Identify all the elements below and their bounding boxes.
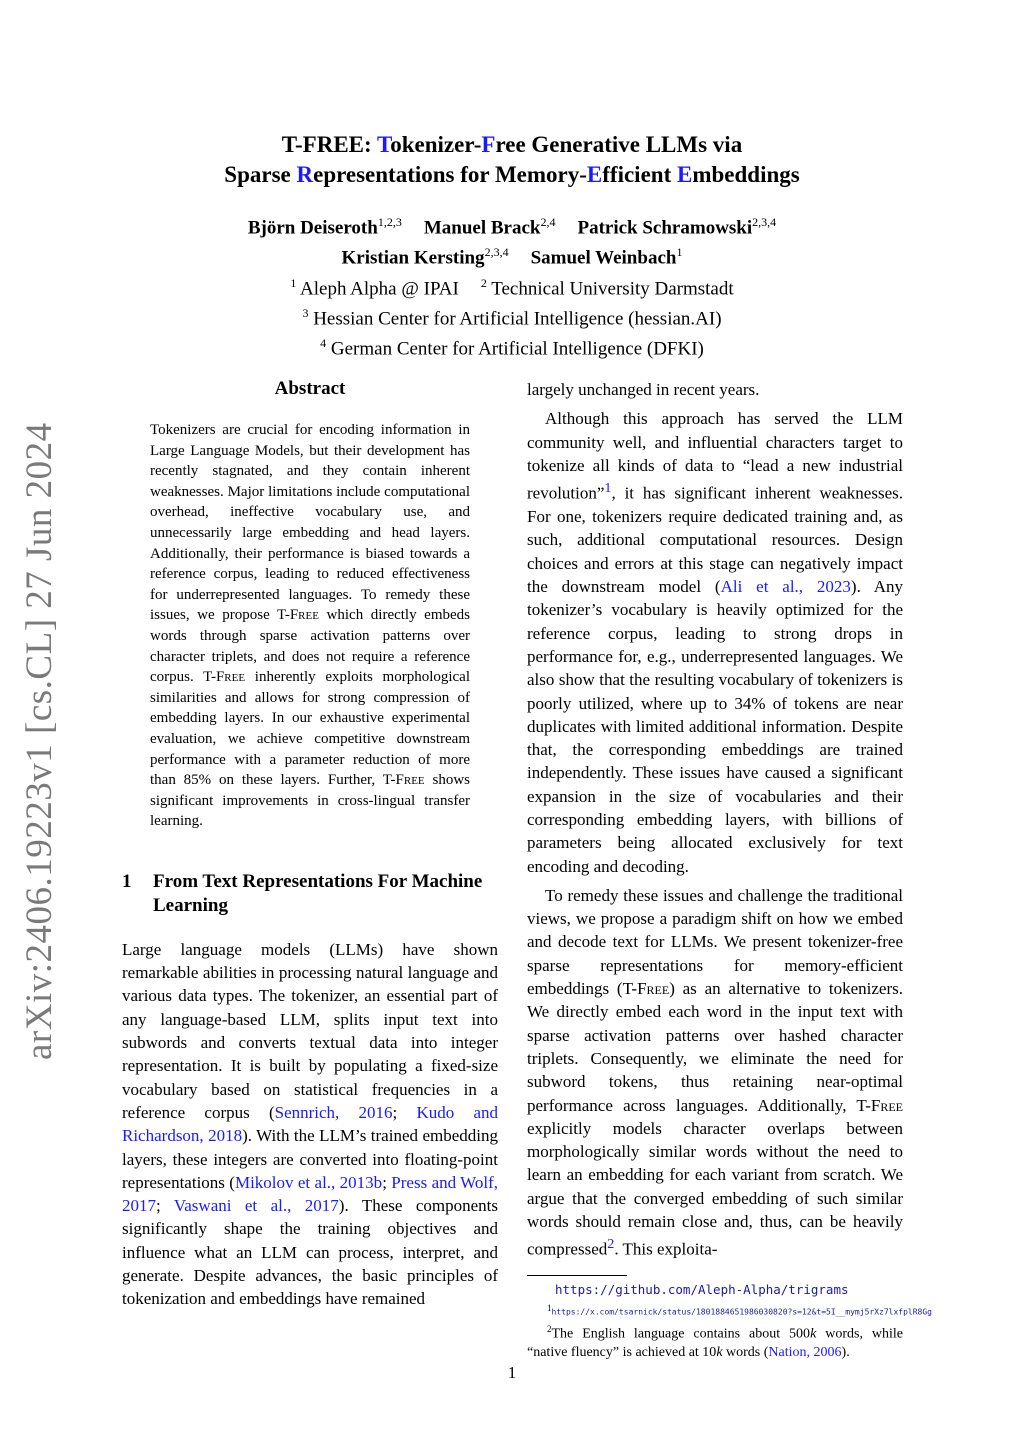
- affiliation-line-3: [112, 331, 912, 361]
- math-symbol: k: [716, 1344, 723, 1360]
- author-affiliation-sup: 1: [676, 245, 683, 260]
- footnote-divider: [527, 1275, 627, 1276]
- text-segment: ). Any tokenizer’s vocabulary is heavily optimized for the reference corpus, leading to strong drops in performance for, e.g., underrepresented languages. We also show that the resulting vocabulary of tokenizers is poorly utilized, where up to 34% of tokens are near duplicates with limited additional information. Despite that, the corresponding embeddings are trained independently. These issues have caused a significant expansion in the size of vocabularies and their corresponding embedding layers, with billions of parameters being allocated exclusively for text encoding and decoding.: [527, 577, 904, 876]
- title-highlight: T: [377, 132, 391, 157]
- title-line-2: [112, 160, 912, 190]
- text-segment: words (: [722, 1344, 769, 1360]
- section-title: From Text Representations For Machine Learning: [153, 870, 483, 916]
- title-highlight: R: [296, 162, 314, 187]
- arxiv-identifier: arXiv:2406.19223v1 [cs.CL] 27 Jun 2024: [19, 422, 60, 1060]
- footnote-number: 2: [547, 1323, 552, 1334]
- method-name: Free: [215, 669, 246, 686]
- affiliation-line-2: [112, 301, 912, 331]
- abstract-heading: Abstract: [274, 378, 346, 399]
- section-number: 1: [122, 870, 132, 892]
- page-number: 1: [507, 1363, 517, 1382]
- title-part: okenizer-: [390, 132, 482, 157]
- author-name: Björn Deiseroth: [247, 217, 378, 239]
- footnote-number: 1: [547, 1303, 552, 1314]
- author-name: Kristian Kersting: [341, 247, 485, 269]
- title-line-1: [112, 130, 912, 160]
- author-line-1: [112, 210, 912, 240]
- left-column: [122, 378, 498, 1311]
- body-paragraph: largely unchanged in recent years.: [527, 380, 760, 399]
- footnote-link[interactable]: https://x.com/tsarnick/status/1801884651986030820?s=12&t=5I__mymj5rXz7lxfplR8Gg: [551, 1307, 932, 1317]
- author-affiliation-sup: 2,3,4: [484, 245, 509, 260]
- text-segment: ;: [156, 1196, 174, 1216]
- affiliation-sup: 2: [480, 275, 487, 290]
- code-url-link[interactable]: https://github.com/Aleph-Alpha/trigrams: [555, 1282, 849, 1298]
- author-block: [112, 210, 912, 362]
- title-highlight: E: [586, 162, 603, 187]
- abstract-segment: Tokenizers are crucial for encoding information in Large Language Models, but their development has recently stagnated, and they contain inherent weaknesses. Major limitations include computational overhead, ineffective vocabulary use, and unnecessarily large embedding and head layers. Additionally, their performance is biased towards a reference corpus, leading to reduced effectiveness for underrepresented languages. To remedy these issues, we propose T-: [150, 422, 470, 624]
- footnote-marker[interactable]: 2: [607, 1236, 615, 1253]
- title-highlight: F: [481, 132, 496, 157]
- citation-link[interactable]: Mikolov et al., 2013b: [234, 1172, 383, 1192]
- affiliation: Hessian Center for Artificial Intelligence (hessian.AI): [308, 308, 722, 330]
- affiliation: German Center for Artificial Intelligence (DFKI): [326, 338, 704, 360]
- citation-link[interactable]: Kudo and Richardson, 2018: [122, 1102, 498, 1146]
- author-affiliation-sup: 1,2,3: [377, 215, 402, 229]
- citation-link[interactable]: Nation, 2006: [768, 1344, 842, 1360]
- affiliation: Technical University Darmstadt: [486, 277, 734, 299]
- citation-link[interactable]: Ali et al., 2023: [720, 577, 851, 597]
- text-segment: . This exploita-: [614, 1240, 718, 1259]
- title-part: epresentations for Memory-: [313, 162, 587, 187]
- method-name: Free: [395, 772, 425, 789]
- text-segment: ).: [841, 1344, 850, 1360]
- abstract-segment: which directly embeds words through sparse activation patterns over character triplets, and does not require a reference corpus. T-: [150, 607, 470, 686]
- text-segment: ;: [382, 1172, 392, 1192]
- method-name: Free: [637, 979, 670, 999]
- affiliation-sup: 4: [320, 336, 327, 351]
- text-segment: To remedy these issues and challenge the traditional views, we propose a paradigm shift on how we embed and decode text for LLMs. We present tokenizer-free sparse representations for memory-efficient embeddings (T-: [527, 885, 903, 999]
- body-paragraph: [527, 884, 903, 1261]
- footnote-marker[interactable]: 1: [604, 480, 612, 497]
- body-paragraph: [527, 407, 903, 878]
- method-name: Free: [870, 1095, 903, 1115]
- title-part: T-FREE:: [281, 132, 378, 157]
- method-name: Free: [289, 607, 319, 624]
- citation-link[interactable]: Press and Wolf, 2017: [122, 1172, 498, 1216]
- affiliation-sup: 3: [302, 305, 309, 320]
- text-segment: explicitly models character overlaps between morphologically similar words without the need to learn an embedding for each variant from scratch. We argue that the converged embedding of such similar words should remain close and, thus, can be heavily compressed: [527, 1118, 903, 1259]
- right-column: [527, 378, 932, 1362]
- title-part: Sparse: [224, 162, 297, 187]
- title-part: ree Generative LLMs via: [495, 132, 743, 157]
- paper-title: [112, 130, 912, 190]
- text-segment: ). These components significantly shape the training objectives and influence what an LLM can process, interpret, and generate. Despite advances, the basic principles of tokenization and embeddings have remained: [122, 1196, 499, 1309]
- body-paragraph: [122, 938, 498, 1311]
- text-segment: words, while “native fluency” is achieved at 10: [527, 1326, 903, 1360]
- author-affiliation-sup: 2,3,4: [752, 215, 777, 229]
- text-segment: The English language contains about 500: [551, 1326, 811, 1342]
- title-part: mbeddings: [692, 162, 800, 187]
- citation-link[interactable]: Sennrich, 2016: [274, 1102, 393, 1122]
- text-segment: ). With the LLM’s trained embedding layers, these integers are converted into floating-point representations (: [122, 1126, 498, 1192]
- abstract-segment: shows significant improvements in cross-lingual transfer learning.: [150, 772, 470, 830]
- author-name: Patrick Schramowski: [577, 217, 753, 239]
- author-name: Manuel Brack: [423, 217, 541, 239]
- section-heading: [122, 870, 498, 918]
- title-highlight: E: [676, 162, 693, 187]
- author-affiliation-sup: 2,4: [540, 215, 556, 229]
- citation-link[interactable]: Vaswani et al., 2017: [173, 1196, 339, 1216]
- math-symbol: k: [810, 1326, 817, 1342]
- abstract-segment: inherently exploits morphological similarities and allows for strong compression of embedding layers. In our exhaustive experimental evaluation, we achieve competitive downstream performance with a parameter reduction of more than 85% on these layers. Further, T-: [150, 669, 471, 789]
- text-segment: Although this approach has served the LLM community well, and influential characters target to tokenize all kinds of data to “lead a new industrial revolution”: [527, 409, 903, 503]
- text-segment: , it has significant inherent weaknesses. For one, tokenizers require dedicated training and, as such, additional computational resources. Design choices and errors at this stage can negatively impact the downstream model (: [527, 483, 903, 597]
- affiliation: Aleph Alpha @ IPAI: [296, 277, 459, 299]
- footnote-2: [527, 1320, 903, 1362]
- text-segment: Large language models (LLMs) have shown remarkable abilities in processing natural language and various data types. The tokenizer, an essential part of any language-based LLM, splits input text into subwords and converts textual data into integer representation. It is built by populating a fixed-size vocabulary based on statistical frequencies in a reference corpus (: [122, 939, 498, 1122]
- abstract-text: [150, 420, 470, 832]
- text-segment: ;: [392, 1102, 417, 1122]
- affiliation-line-1: [112, 271, 912, 301]
- title-part: fficient: [602, 162, 677, 187]
- footnote-1: [547, 1303, 932, 1317]
- affiliation-sup: 1: [290, 275, 297, 290]
- author-name: Samuel Weinbach: [530, 247, 677, 269]
- text-segment: ) as an alternative to tokenizers. We directly embed each word in the input text with sparse activation patterns over hashed character triplets. Consequently, we eliminate the need for subword tokens, thus retaining near-optimal performance across languages. Additionally, T-: [527, 979, 903, 1115]
- author-line-2: [112, 240, 912, 270]
